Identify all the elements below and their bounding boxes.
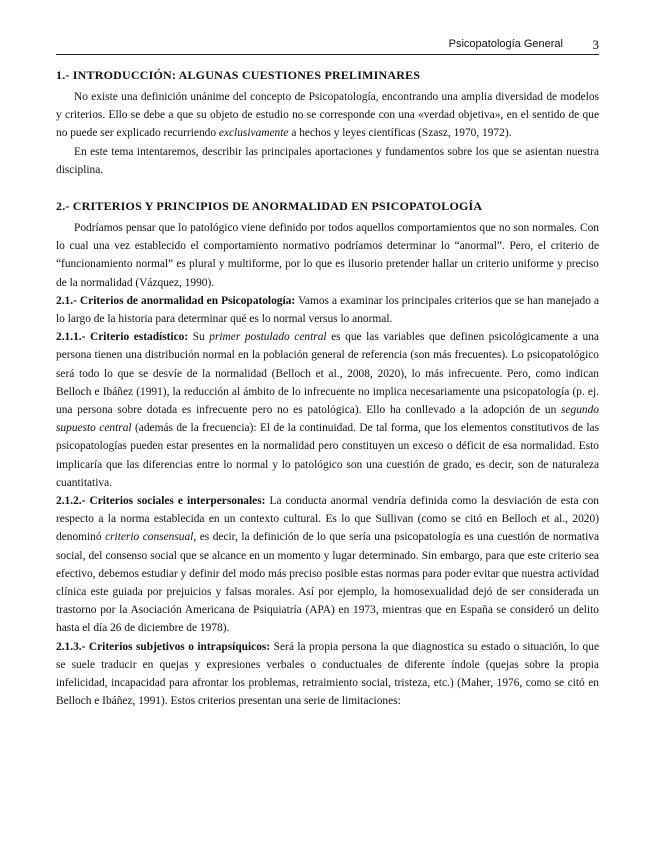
emphasis-text: criterio consensual (105, 531, 194, 544)
emphasis-text: primer postulado central (209, 331, 327, 344)
section-1-paragraph-1 (56, 88, 599, 143)
section-2-heading: 2.- CRITERIOS Y PRINCIPIOS DE ANORMALIDAD EN PSICOPATOLOGÍA (56, 199, 483, 214)
emphasis-text: segundo supuesto central (56, 404, 599, 435)
subsection-2-1 (56, 292, 599, 328)
page-number: 3 (592, 37, 599, 52)
page-header (56, 38, 599, 55)
text-run: Su (188, 331, 210, 344)
subsection-label: 2.1.2.- Criterios sociales e interpersonales: (56, 495, 266, 508)
subsection-2-1-1 (56, 328, 599, 492)
text-run: La conducta anormal vendría definida como la desviación de esta con respecto a la norma establecida en un contexto cultural. Es lo que Sullivan (como se citó en Belloch et al., 2020) denominó (56, 495, 599, 544)
text-run: No existe una definición unánime del concepto de Psicopatología, encontrando una amplia diversidad de modelos y criterios. Ello se debe a que su objeto de estudio no se corresponde con una «verdad objetiva», en el sentido de que no puede ser explicado recurriendo (56, 91, 599, 140)
text-run: , es decir, la definición de lo que sería una psicopatología es una cuestión de normativa social, del consenso social que se alcance en un momento y lugar determinado. Sin embargo, para que este criterio sea efectivo, debemos estudiar y definir del modo más preciso posible estas normas para poder evitar que nuestra actividad clínica este guiada por prejuicios y falsas morales. Así por ejemplo, la homosexualidad dejó de ser considerada un trastorno por la Asociación Americana de Psiquiatría (APA) en 1973, mientras que en España se consideró un delito hasta el día 26 de diciembre de 1978). (56, 531, 600, 635)
text-run: es que las variables que definen psicológicamente a una persona tienen una distribución normal en la población general de referencia (son más frecuentes). Lo psicopatológico será todo lo que se desvíe de la normalidad (Belloch et al., 2008, 2020), lo más infrecuente. Pero, como indican Belloch e Ibáñez (1991), la reducción al ámbito de lo infrecuente no implica necesariamente una psicopatología (p. ej. una persona sobre dotada es infrecuente pero no es patológica). Ello ha conllevado a la adopción de un (56, 331, 599, 417)
emphasis-text: exclusivamente (218, 127, 289, 140)
text-run: a hechos y leyes científicas (Szasz, 1970, 1972). (288, 127, 512, 140)
text-run: Será la propia persona la que diagnostica su estado o situación, lo que se suele traducir en quejas y expresiones verbales o conductuales de diferente índole (quejas sobre la propia infelicidad, incapacidad para afrontar los problemas, retraimiento social, tristeza, etc.) (Maher, 1976, como se citó en Belloch e Ibáñez, 1991). Estos criterios presentan una serie de limitaciones: (56, 640, 599, 708)
document-body (56, 66, 599, 711)
subsection-label: 2.1.- Criterios de anormalidad en Psicopatología: (56, 294, 296, 307)
subsection-2-1-3 (56, 638, 599, 711)
text-run: (además de la frecuencia): El de la continuidad. De tal forma, que los elementos constitutivos de las psicopatologías pueden estar presentes en la normalidad pero constituyen un exceso o déficit de esa normalidad. Esto implicaría que las diferencias entre lo normal y lo patológico son una cuestión de grado, es decir, son de naturaleza cuantitativa. (56, 422, 600, 489)
text-run: Vamos a examinar los principales criterios que se han manejado a lo largo de la historia para determinar qué es lo normal versus lo anormal. (56, 294, 599, 326)
running-title: Psicopatología General (448, 38, 563, 50)
section-2-paragraph-1: Podríamos pensar que lo patológico viene definido por todos aquellos comportamientos que no son normales. Con lo cual una vez establecido el comportamiento normativo podríamos determinar lo “anormal”. Pero, el criterio de “funcionamiento normal” es plural y multiforme, por lo que es ilusorio pretender hallar un criterio uniforme y preciso de la normalidad (Vázquez, 1990). (56, 222, 599, 289)
subsection-label: 2.1.3.- Criterios subjetivos o intrapsíquicos: (56, 640, 271, 653)
subsection-2-1-2 (56, 492, 599, 638)
subsection-label: 2.1.1.- Criterio estadístico: (56, 331, 189, 344)
section-1-heading: 1.- INTRODUCCIÓN: ALGUNAS CUESTIONES PRELIMINARES (56, 68, 421, 82)
section-1-paragraph-2: En este tema intentaremos, describir las principales aportaciones y fundamentos sobre los que se asientan nuestra disciplina. (56, 145, 599, 176)
